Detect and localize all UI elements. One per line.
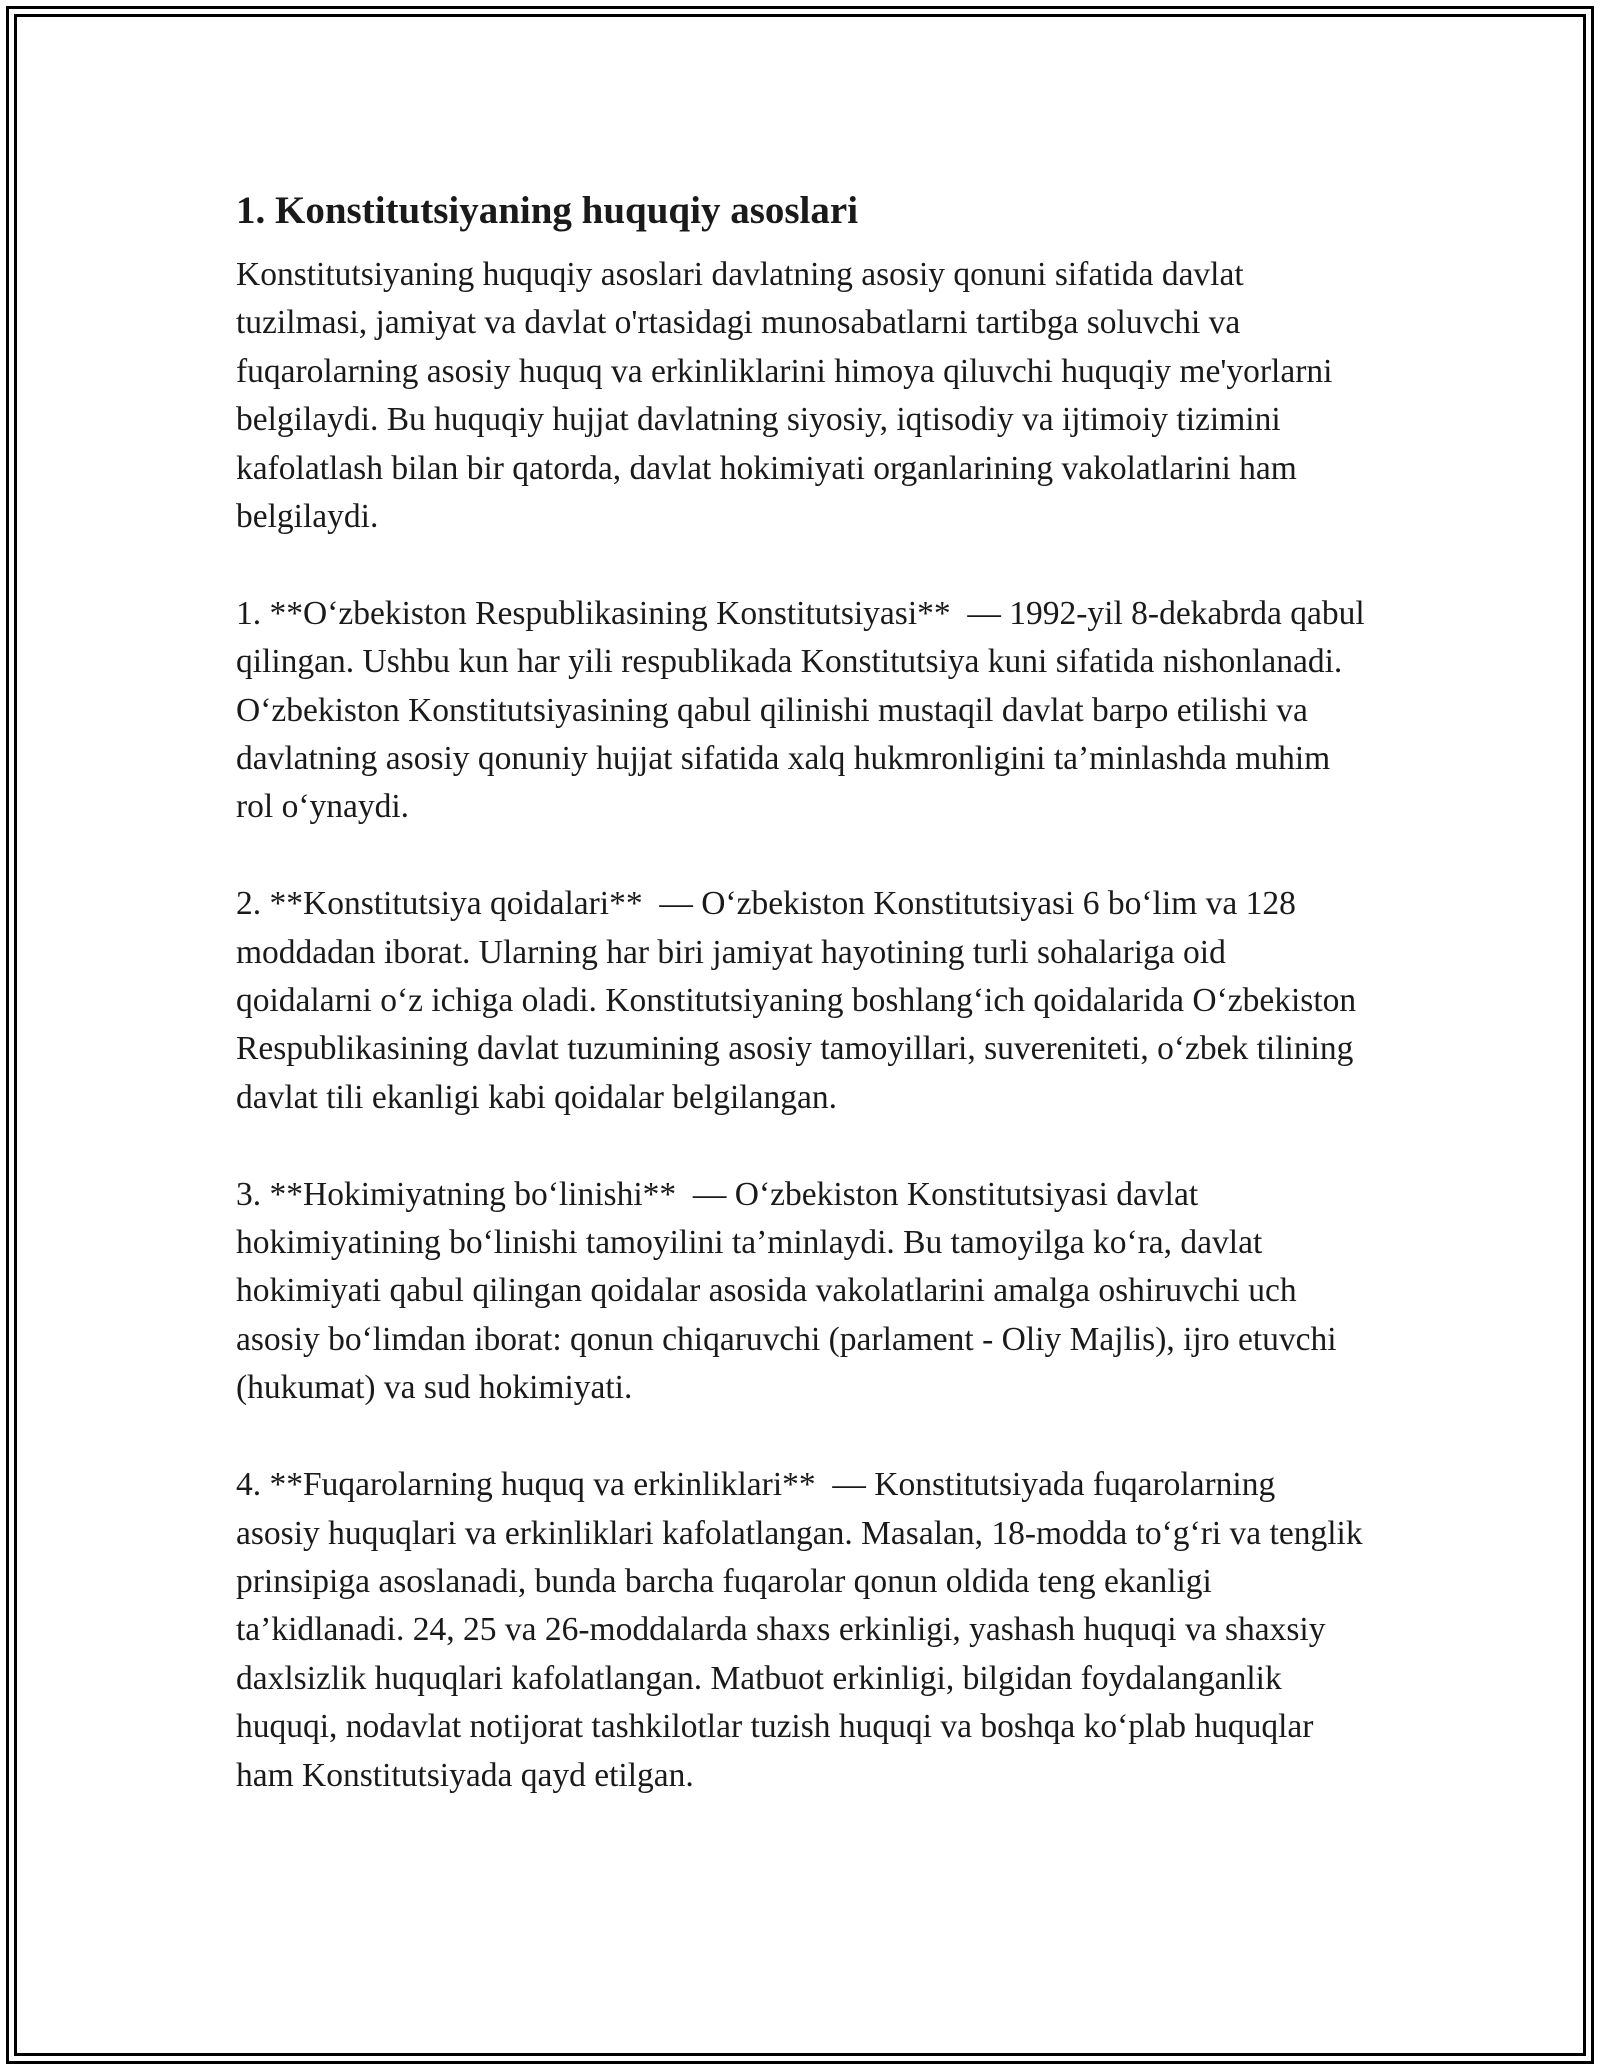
- paragraph-gap: [236, 541, 1366, 589]
- list-item-constitution: 1. **O‘zbekiston Respublikasining Konstitutsiyasi** — 1992-yil 8-dekabrda qabul qilingan. Ushbu kun har yili respublikada Konstitutsiya kuni sifatida nishonlanadi. O‘zbekiston Konstitutsiyasining qabul qilinishi mustaqil davlat barpo etilishi va davlatning asosiy qonuniy hujjat sifatida xalq hukmronligini ta’minlashda muhim rol o‘ynaydi.: [236, 594, 1365, 826]
- document-body: [236, 185, 1366, 1800]
- paragraph-gap: [236, 1122, 1366, 1170]
- intro-paragraph: Konstitutsiyaning huquqiy asoslari davlatning asosiy qonuni sifatida davlat tuzilmasi, jamiyat va davlat o'rtasidagi munosabatlarni tartibga soluvchi va fuqarolarning asosiy huquq va erkinliklarini himoya qiluvchi huquqiy me'yorlarni belgilaydi. Bu huquqiy hujjat davlatning siyosiy, iqtisodiy va ijtimoiy tizimini kafolatlash bilan bir qatorda, davlat hokimiyati organlarining vakolatlarini ham belgilaydi.: [236, 256, 1333, 536]
- list-item-citizen-rights: 4. **Fuqarolarning huquq va erkinliklari** — Konstitutsiyada fuqarolarning asosiy huquqlari va erkinliklari kafolatlangan. Masalan, 18-modda to‘g‘ri va tenglik prinsipiga asoslanadi, bunda barcha fuqarolar qonun oldida teng ekanligi ta’kidlanadi. 24, 25 va 26-moddalarda shaxs erkinligi, yashash huquqi va shaxsiy daxlsizlik huquqlari kafolatlangan. Matbuot erkinligi, bilgidan foydalanganlik huquqi, nodavlat notijorat tashkilotlar tuzish huquqi va boshqa ko‘plab huquqlar ham Konstitutsiyada qayd etilgan.: [236, 1466, 1363, 1794]
- section-heading: 1. Konstitutsiyaning huquqiy asoslari: [236, 189, 859, 232]
- list-item-provisions: 2. **Konstitutsiya qoidalari** — O‘zbekiston Konstitutsiyasi 6 bo‘lim va 128 moddadan iborat. Ularning har biri jamiyat hayotining turli sohalariga oid qoidalarni o‘z ichiga oladi. Konstitutsiyaning boshlang‘ich qoidalarida O‘zbekiston Respublikasining davlat tuzumining asosiy tamoyillari, suvereniteti, o‘zbek tilining davlat tili ekanligi kabi qoidalar belgilangan.: [236, 885, 1357, 1116]
- paragraph-gap: [236, 1413, 1366, 1461]
- list-item-separation-of-powers: 3. **Hokimiyatning bo‘linishi** — O‘zbekiston Konstitutsiyasi davlat hokimiyatining bo‘linishi tamoyilini ta’minlaydi. Bu tamoyilga ko‘ra, davlat hokimiyati qabul qilingan qoidalar asosida vakolatlarini amalga oshiruvchi uch asosiy bo‘limdan iborat: qonun chiqaruvchi (parlament - Oliy Majlis), ijro etuvchi (hukumat) va sud hokimiyati.: [236, 1175, 1337, 1407]
- paragraph-gap: [236, 832, 1366, 880]
